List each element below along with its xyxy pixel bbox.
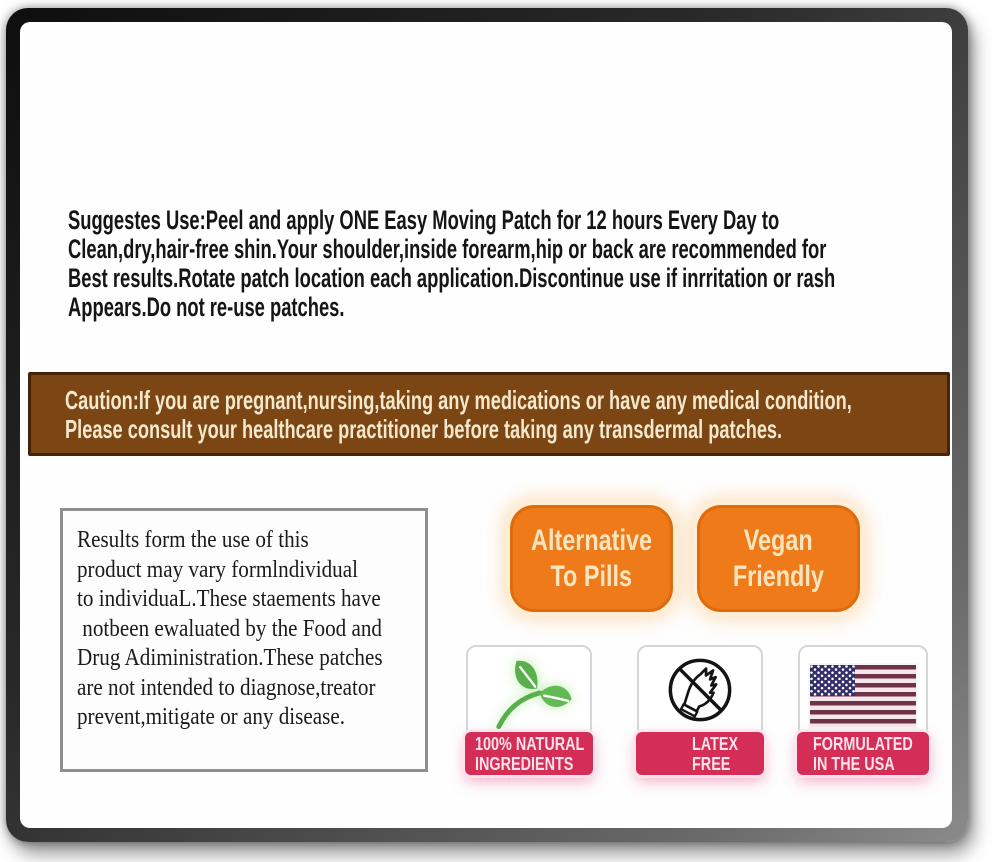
disclaimer-line: product may vary formlndividual bbox=[77, 556, 358, 583]
feature-badge-label: To Pills bbox=[550, 559, 633, 593]
suggested-use-text bbox=[68, 206, 1000, 322]
disclaimer-line: notbeen ewaluated by the Food and bbox=[77, 615, 382, 642]
seal-banner-latex-free bbox=[636, 732, 764, 775]
suggested-use-line: Clean,dry,hair-free shin.Your shoulder,inside forearm,hip or back are recommended for bbox=[68, 234, 827, 264]
leaf-icon bbox=[468, 647, 590, 732]
usa-flag-canton bbox=[810, 665, 855, 696]
seal-banner-label: LATEX bbox=[692, 734, 739, 754]
disclaimer-line: Results form the use of this bbox=[77, 527, 309, 553]
seal-banner-formulated-in-usa bbox=[797, 732, 929, 775]
caution-banner bbox=[28, 372, 950, 456]
seal-latex-free bbox=[637, 645, 763, 774]
disclaimer-line: are not intended to diagnose,treator bbox=[77, 674, 376, 701]
seal-natural-ingredients bbox=[466, 645, 592, 774]
disclaimer-box bbox=[60, 508, 428, 772]
feature-badge-alternative-to-pills bbox=[510, 505, 673, 612]
feature-badge-label: Vegan bbox=[744, 523, 813, 557]
usa-flag bbox=[810, 665, 916, 727]
seal-banner-label: FORMULATED bbox=[813, 734, 913, 754]
caution-line: Please consult your healthcare practitioner before taking any transdermal patches. bbox=[65, 413, 783, 444]
seal-formulated-in-usa bbox=[798, 645, 928, 774]
suggested-use-line: Appears.Do not re-use patches. bbox=[68, 292, 345, 322]
disclaimer-line: Drug Adiministration.These patches bbox=[77, 645, 383, 671]
seal-banner-label: FREE bbox=[692, 753, 731, 774]
feature-badge-label: Alternative bbox=[531, 523, 652, 557]
feature-badge-label: Friendly bbox=[732, 559, 825, 593]
no-latex-glove-icon bbox=[639, 647, 761, 732]
seal-banner-label: IN THE USA bbox=[813, 753, 895, 774]
seal-banner-label: INGREDIENTS bbox=[475, 753, 574, 774]
disclaimer-line: prevent,mitigate or any disease. bbox=[77, 704, 346, 730]
feature-badge-vegan-friendly bbox=[697, 505, 860, 612]
suggested-use-line: Suggestes Use:Peel and apply ONE Easy Moving Patch for 12 hours Every Day to bbox=[68, 205, 780, 235]
suggested-use-line: Best results.Rotate patch location each application.Discontinue use if inrritation or rash bbox=[68, 263, 836, 293]
label-card bbox=[20, 22, 952, 828]
usa-flag-icon bbox=[800, 647, 926, 732]
seal-banner-natural-ingredients bbox=[465, 732, 593, 775]
disclaimer-line: to individuaL.These staements have bbox=[77, 586, 381, 612]
caution-line: Caution:If you are pregnant,nursing,taking any medications or have any medical condition, bbox=[65, 385, 852, 415]
seal-banner-label: 100% NATURAL bbox=[475, 734, 585, 754]
